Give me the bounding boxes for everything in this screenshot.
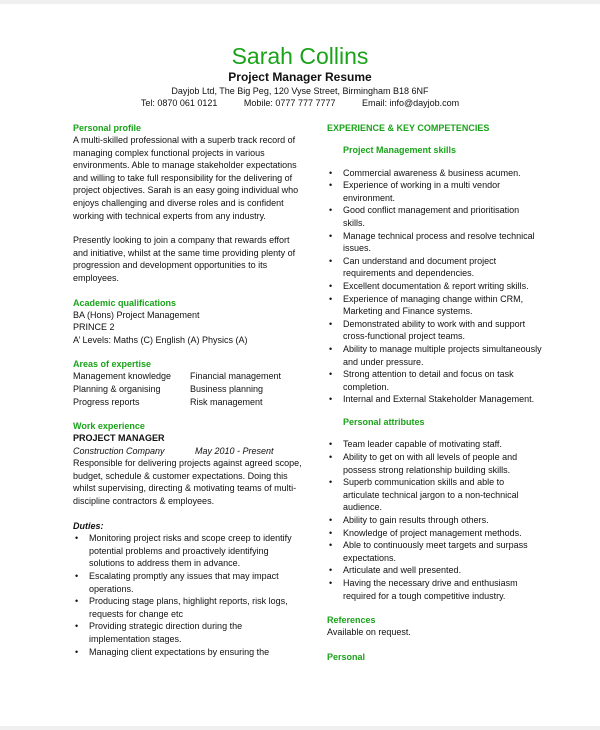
section-title-profile: Personal profile [73, 123, 142, 133]
candidate-name: Sarah Collins [231, 43, 369, 69]
expertise-item: Risk management [190, 396, 263, 407]
attributes-list [327, 438, 542, 602]
list-item: • Experience of managing change within CRM, Marketing and Finance systems. [327, 293, 542, 318]
list-item: • Good conflict management and prioritisation skills. [327, 204, 542, 229]
expertise-item: Progress reports [73, 396, 140, 407]
list-item: • Articulate and well presented. [327, 564, 542, 577]
list-item: • Managing client expectations by ensuring the [73, 646, 305, 659]
section-title-experience: EXPERIENCE & KEY COMPETENCIES [327, 123, 490, 133]
qualification-line: BA (Hons) Project Management [73, 309, 200, 320]
list-item: • Team leader capable of motivating staff. [327, 438, 542, 451]
list-item: • Demonstrated ability to work with and support cross-functional project teams. [327, 318, 542, 343]
contact-line [0, 97, 600, 109]
page-bottom-border [0, 726, 600, 730]
section-title-expertise: Areas of expertise [73, 359, 152, 370]
list-item: • Superb communication skills and able to articulate technical jargon to a non-technical audience. [327, 476, 542, 514]
list-item: • Producing stage plans, highlight reports, risk logs, requests for change etc [73, 595, 305, 620]
section-title-work: Work experience [73, 421, 145, 432]
resume-role-title: Project Manager Resume [228, 70, 372, 84]
list-item: • Excellent documentation & report writing skills. [327, 280, 542, 293]
list-item: • Can understand and document project requirements and dependencies. [327, 255, 542, 280]
qualification-line: PRINCE 2 [73, 322, 115, 333]
address-line: Dayjob Ltd, The Big Peg, 120 Vyse Street, Birmingham B18 6NF [171, 86, 429, 96]
phone-number: Tel: 0870 061 0121 [140, 98, 218, 108]
list-item: • Ability to get on with all levels of people and possess strong relationship building skills. [327, 451, 542, 476]
references-text: Available on request. [327, 627, 411, 638]
list-item: • Commercial awareness & business acumen. [327, 167, 542, 180]
list-item: • Experience of working in a multi vendor environment. [327, 179, 542, 204]
job-title: PROJECT MANAGER [73, 433, 165, 444]
mobile-number: Mobile: 0777 777 7777 [243, 98, 336, 108]
page-top-border [0, 0, 600, 4]
list-item: • Monitoring project risks and scope creep to identify potential problems and proactively identifying solutions to address them in advance. [73, 532, 305, 570]
qualification-line: A’ Levels: Maths (C) English (A) Physics (A) [73, 334, 248, 345]
list-item: • Strong attention to detail and focus on task completion. [327, 368, 542, 393]
duties-list [73, 532, 305, 658]
expertise-item: Financial management [190, 371, 282, 382]
profile-paragraph-2: Presently looking to join a company that rewards effort and initiative, whilst at the same time providing plenty of progression and development opportunities to its employees. [73, 235, 296, 283]
job-description: Responsible for delivering projects against agreed scope, budget, schedule & customer expectations. Doing this whilst supervising, directing & motivating teams of multi-discipline contractors & employees. [73, 458, 302, 507]
resume-header [0, 42, 600, 109]
list-item: • Ability to gain results through others. [327, 514, 542, 527]
list-item: • Ability to manage multiple projects simultaneously and under pressure. [327, 343, 542, 368]
list-item: • Having the necessary drive and enthusiasm required for a tough competitive industry. [327, 577, 542, 602]
right-column [327, 122, 542, 663]
section-title-personal: Personal [327, 651, 366, 662]
list-item: • Manage technical process and resolve technical issues. [327, 230, 542, 255]
expertise-item: Business planning [190, 383, 264, 394]
job-company-line [73, 445, 305, 458]
subsection-title-pm-skills: Project Management skills [343, 145, 457, 155]
list-item: • Escalating promptly any issues that may impact operations. [73, 570, 305, 595]
company-name: Construction Company [73, 445, 165, 456]
subsection-title-attributes: Personal attributes [343, 416, 425, 427]
expertise-grid [73, 370, 305, 408]
list-item: • Internal and External Stakeholder Management. [327, 393, 542, 406]
profile-paragraph-1: A multi-skilled professional with a superb track record of managing complex functional projects in various environments. Able to manage stakeholder expectations and willing to take full responsibility for the delivering of project objectives. Sarah is an easy going individual who enjoys challenging and diverse roles and is confident working with technical experts from any industry. [73, 135, 299, 221]
list-item: • Knowledge of project management methods. [327, 527, 542, 540]
section-title-references: References [327, 615, 376, 626]
duties-heading: Duties: [73, 520, 104, 531]
section-title-qualifications: Academic qualifications [73, 297, 177, 308]
list-item: • Providing strategic direction during the implementation stages. [73, 620, 305, 645]
expertise-item: Management knowledge [73, 371, 172, 382]
expertise-item: Planning & organising [73, 383, 161, 394]
left-column [73, 122, 305, 658]
job-dates: May 2010 - Present [195, 445, 274, 456]
list-item: • Able to continuously meet targets and surpass expectations. [327, 539, 542, 564]
email-address: Email: info@dayjob.com [362, 98, 460, 108]
pm-skills-list [327, 167, 542, 406]
